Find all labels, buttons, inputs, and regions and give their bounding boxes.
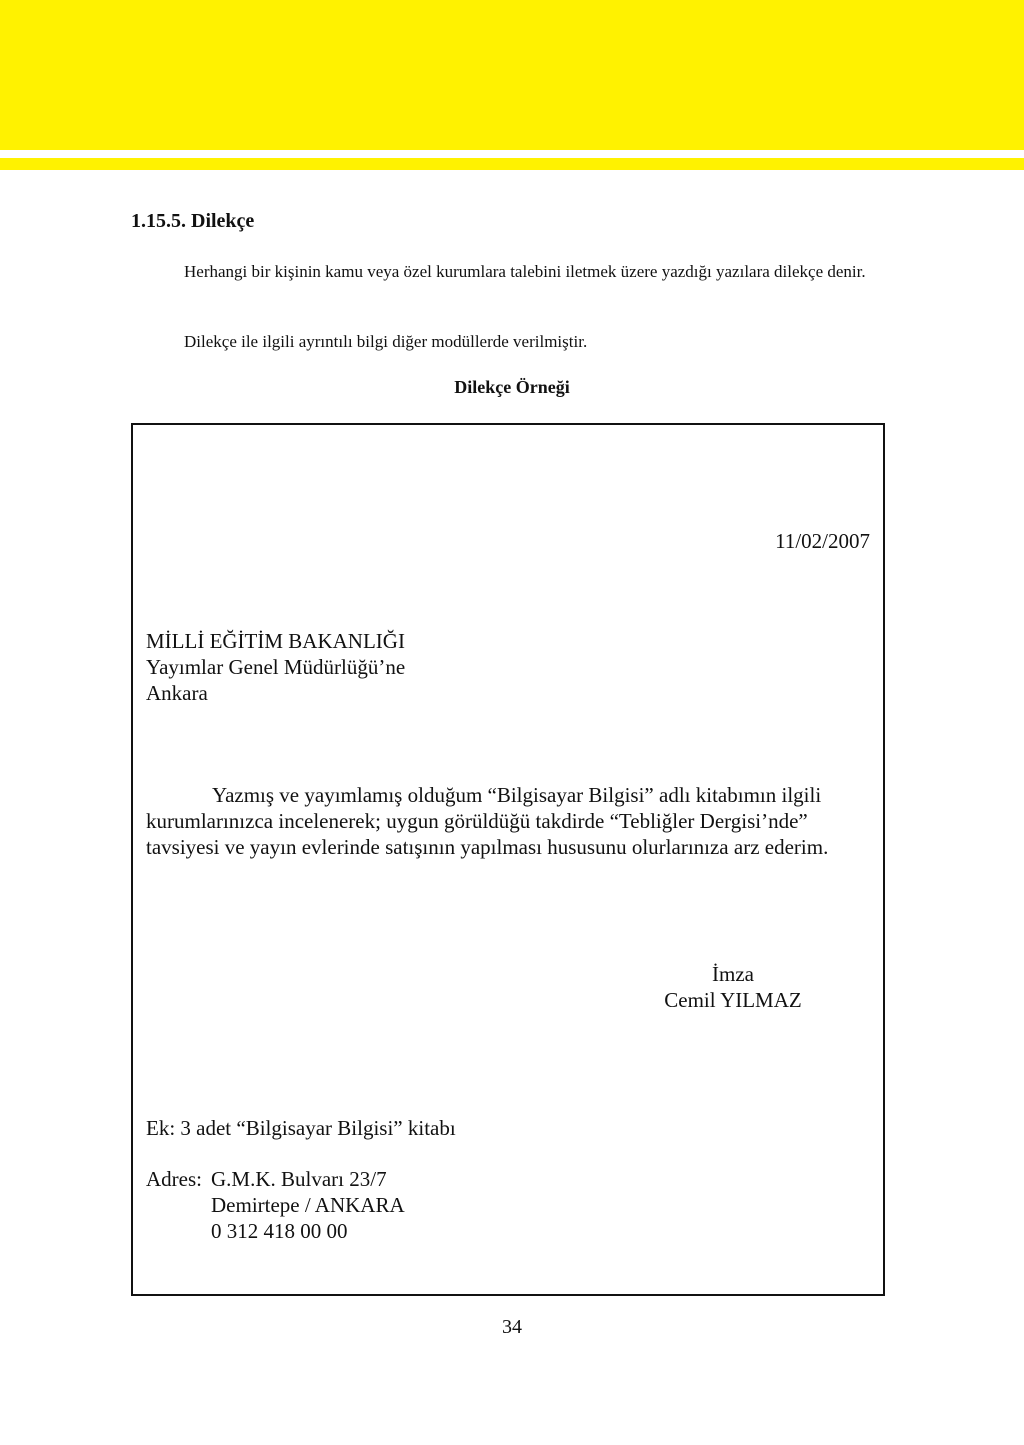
address-line: G.M.K. Bulvarı 23/7 <box>211 1167 387 1191</box>
signer-name: Cemil YILMAZ <box>664 988 802 1012</box>
petition-example-box <box>131 423 885 1296</box>
letter-date: 11/02/2007 <box>775 529 870 553</box>
header-stripe <box>0 158 1024 170</box>
header-band <box>0 0 1024 150</box>
section-heading: 1.15.5. Dilekçe <box>131 210 255 232</box>
example-title: Dilekçe Örneği <box>454 377 570 397</box>
address-line: 0 312 418 00 00 <box>211 1219 348 1243</box>
signature-label: İmza <box>712 962 754 986</box>
letter-body: Yazmış ve yayımlamış olduğum “Bilgisayar Bilgisi” adlı kitabımın ilgili kurumlarınızca incelenerek; uygun görüldüğü takdirde “Tebliğler Dergisi’nde” tavsiyesi ve yayın evlerinde satışının yapılması hususunu olurlarınıza arz ederim. <box>146 783 829 859</box>
recipient-line: Yayımlar Genel Müdürlüğü’ne <box>146 655 406 679</box>
recipient-line: Ankara <box>146 681 208 705</box>
info-paragraph: Dilekçe ile ilgili ayrıntılı bilgi diğer modüllerde verilmiştir. <box>184 332 588 351</box>
address-line: Demirtepe / ANKARA <box>211 1193 405 1217</box>
letter-address <box>146 1166 405 1244</box>
letter-signature <box>633 961 833 1013</box>
page-number: 34 <box>502 1316 522 1338</box>
letter-recipient <box>146 628 405 706</box>
definition-paragraph: Herhangi bir kişinin kamu veya özel kurumlara talebini iletmek üzere yazdığı yazılara dilekçe denir. <box>184 262 866 281</box>
letter-attachment: Ek: 3 adet “Bilgisayar Bilgisi” kitabı <box>146 1116 456 1140</box>
address-label: Adres: <box>146 1167 202 1191</box>
recipient-line: MİLLİ EĞİTİM BAKANLIĞI <box>146 629 405 653</box>
